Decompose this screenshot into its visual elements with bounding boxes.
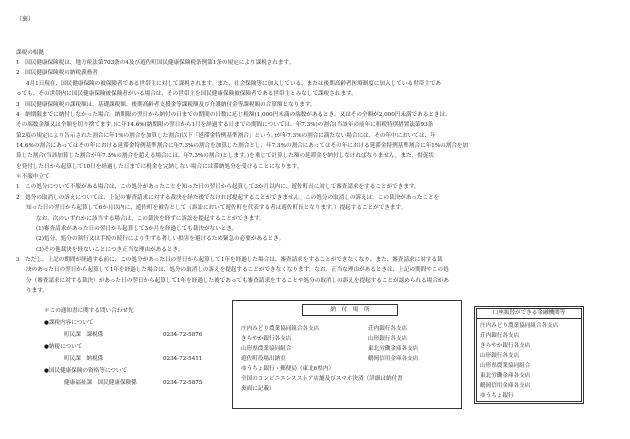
paragraph-4-line: 第2項の規定により告示された割合に年1%の割合を加算した割合(以下「延滞金特例基準割合」という。)が年7.3%の割合に満たない場合には、その年中においては、年 xyxy=(16,133,436,139)
contact-label: ●課税内容について xyxy=(44,320,94,326)
page-label: （裏） xyxy=(16,16,35,23)
payment-place: 荘内銀行各支店 xyxy=(368,326,408,332)
paragraph-4-line: 14.6%の割合にあってはその年における延滞金特例基準割合に年7.3%の割合を加算した割合とし、年7.3%の割合にあってはその年における延滞金特例基準割合に年1%の割合を加 xyxy=(16,143,469,149)
contact-tel: 0234-72-5876 xyxy=(163,332,203,338)
transfer-item: 山形銀行各支店 xyxy=(480,353,520,359)
appeal-1: 1 この処分について不服がある場合は、この処分があったことを知った日の翌日から起算して3か月以内に、遊佐町長に対して審査請求をすることができます。 xyxy=(16,184,420,190)
paragraph-2-line: 4月1日現在、国民健康保険の被保険者である世帯主に対して課税されます。また、社会保険等に加入している、または後期高齢者医療制度に加入している世帯主であ xyxy=(26,81,442,87)
contact-dept: 健康福祉課 国民健康保険係 xyxy=(64,380,137,386)
transfer-item: きらやか銀行各支店 xyxy=(480,343,531,349)
transfer-item: 鶴岡信用金庫各支店 xyxy=(480,383,531,389)
paragraph-4-line: 算した割合(当該加算した割合が年7.3%の割合を超える場合には、年7.3%の割合)とします。)を乗じて計算した額の延滞金を納付しなければなりません。また、督促状 xyxy=(16,153,435,159)
appeal-2-line: (1)審査請求があった日の翌日から起算して3か月を経過しても裁決がないとき。 xyxy=(36,226,238,232)
payment-place: 裏面に記載） xyxy=(241,386,275,392)
transfer-item: 庄内みどり農業協同組合各支店 xyxy=(480,323,559,329)
paragraph-4-line: を発付した日から起算して10日を経過した日までに税金を完納しない場合には滞納処分を受けることになります。 xyxy=(16,164,303,170)
appeal-2-line: 知った日の翌日から起算して6か月以内に、遊佐町を被告として（訴訟において遊佐町を代表する者は遊佐町長となります。）提起することができます。 xyxy=(26,205,407,211)
contact-dept: 町民課 課税係 xyxy=(64,332,104,338)
appeal-2-line: なお、次のいずれかに該当する場合は、この裁決を経ずに訴訟を提起することができます。 xyxy=(36,216,265,222)
transfer-divider xyxy=(476,318,582,319)
appeal-3-line: 3 ただし、上記の期間が経過する前に、この処分があった日の翌日から起算して1年を経過した場合は、審査請求をすることができなくなり、また、審査請求に対する裁 xyxy=(16,257,443,263)
paragraph-4-line: 4 納期限までに納付しなかった場合、納期限の翌日から納付の日までの期間の日数に応じ税額(1,000円未満の端数があるとき、又はその全額が2,000円未満であるときは、 xyxy=(16,112,451,118)
transfer-item: 荘内銀行各支店 xyxy=(480,333,520,339)
payment-place: 山形銀行各支店 xyxy=(368,336,408,342)
appeal-title: ＊不服申立て xyxy=(16,174,50,180)
contact-label: ●国民健康保険の資格等について xyxy=(44,368,128,374)
transfer-title: 口座振替ができる金融機関等 xyxy=(492,310,566,316)
payment-place: きらやか銀行各支店 xyxy=(241,336,292,342)
appeal-3-line: 決のあった日の翌日から起算して1年を経過した場合は、処分の取消しの訴えを提起することができなくなります。なお、正当な理由があるときは、上記の期間やこの処 xyxy=(26,267,449,273)
payment-place: 庄内みどり農業協同組合各支店 xyxy=(241,326,320,332)
paragraph-2-line: っても、その世帯内に国民健康保険被保険者がいる場合は、その世帯主を国民健康保険被保険者である世帯主とみなして課税されます。 xyxy=(16,91,357,97)
payment-place: 全国のコンビニエンスストア店舗及びスマホ決済（詳細は納付書 xyxy=(241,376,403,382)
payment-place: 東北労働金庫各支店 xyxy=(368,346,419,352)
paragraph-2-title: 2 国民健康保険税の納税義務者 xyxy=(16,70,98,76)
appeal-2-line: (2)処分、処分の執行又は手続の続行により生ずる著しい損害を避けるため緊急の必要があるとき。 xyxy=(36,236,285,242)
section-title: 課税の根拠 xyxy=(16,50,44,56)
payment-places-title: 納 付 場 所 xyxy=(330,307,370,313)
transfer-item: ゆうちょ銀行 xyxy=(480,393,514,399)
appeal-3-line: ります。 xyxy=(26,288,48,294)
contact-tel: 0234-72-5875 xyxy=(163,380,203,386)
paragraph-3: 3 国民健康保険税の課税額は、基礎課税額、後期高齢者支援金等課税額及び介護納付金等課税額の合算額となります。 xyxy=(16,102,316,108)
appeal-2-line: 2 処分の取消しの訴えについては、上記の審査請求に対する裁決を経た後でなければ提起することができません。この処分の取消しの訴えは、この裁決があったことを xyxy=(16,195,440,201)
payment-place: ゆうちょ銀行・郵便局（東北6県内） xyxy=(241,366,335,372)
contact-tel: 0234-72-5411 xyxy=(163,356,203,362)
contact-title: ＊この通知書に関する問い合わせ先 xyxy=(44,308,134,314)
contact-dept: 町民課 納税係 xyxy=(64,356,104,362)
appeal-3-line: 分（審査請求に対する裁決）があった日の翌日から起算して1年を経過した後であっても審査請求をすることや処分の取消しの訴えを提起することが認められる場合があ xyxy=(26,278,449,284)
appeal-2-line: (3)その他裁決を経ないことにつき正当な理由があるとき。 xyxy=(36,247,184,253)
transfer-item: 山形県農業協同組合 xyxy=(480,363,531,369)
paragraph-4-line: その端数金額又は全額を切り捨てます。)に年14.6%(納期限の翌日から1月を経過する日までの期間については、年7.3%)の割合(当該年の前年に租税特別措置法第93条 xyxy=(16,122,434,128)
contact-label: ●納税について xyxy=(44,344,83,350)
payment-place: 鶴岡信用金庫各支店 xyxy=(368,356,419,362)
transfer-item: 東北労働金庫各支店 xyxy=(480,373,531,379)
paragraph-1: 1 国民健康保険税は、地方税法第703条の4及び遊佐町国民健康保険税条例第1条の規定により課税されます。 xyxy=(16,60,295,66)
payment-place: 遊佐町役場出納室 xyxy=(241,356,286,362)
payment-place: 山形県農業協同組合 xyxy=(241,346,292,352)
